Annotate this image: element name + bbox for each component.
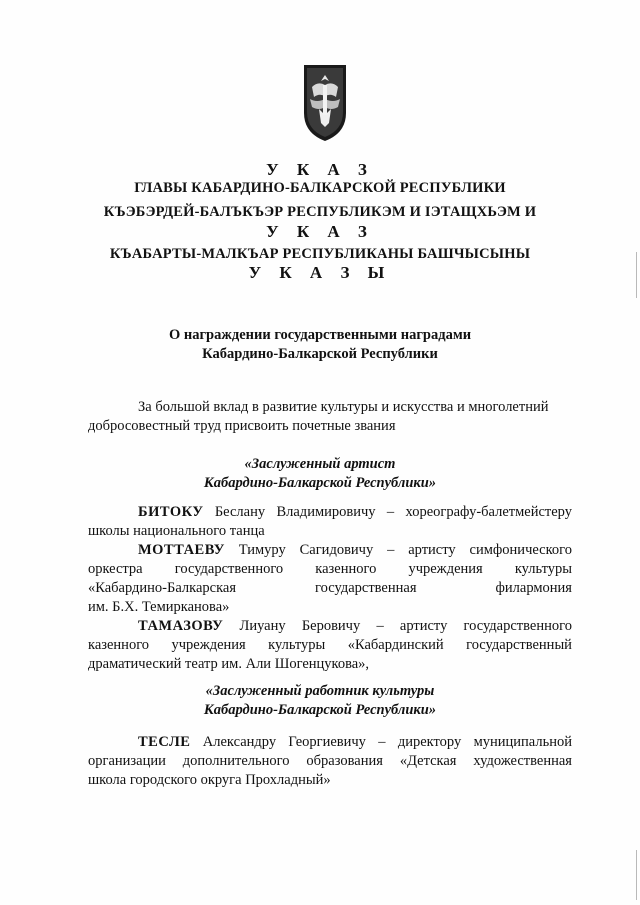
- award-title-line2: Кабардино-Балкарской Республики»: [203, 475, 437, 491]
- award-title-line1: «Заслуженный работник культуры: [205, 683, 435, 699]
- word: «Кабардино-Балкарская: [88, 580, 237, 596]
- word: оркестра: [88, 561, 143, 577]
- awardee-line: [88, 617, 572, 636]
- scan-edge-mark: [636, 252, 637, 298]
- word: –: [378, 734, 386, 750]
- awardee-line: [88, 579, 572, 598]
- word: государственного: [174, 561, 284, 577]
- word: директору: [397, 734, 462, 750]
- header-line-kbd: КЪЭБЭРДЕЙ-БАЛЪКЪЭР РЕСПУБЛИКЭМ И ІЭТАЩХЬЭМ И: [103, 204, 537, 220]
- intro-line2: добросовестный труд присвоить почетные звания: [88, 418, 396, 434]
- word: дополнительного: [182, 753, 290, 769]
- word: артисту: [408, 542, 456, 558]
- intro-line1: За большой вклад в развитие культуры и искусства и многолетний: [138, 399, 549, 415]
- word: Владимировичу: [276, 504, 376, 520]
- word: учреждения: [408, 561, 483, 577]
- header-line-ru: ГЛАВЫ КАБАРДИНО-БАЛКАРСКОЙ РЕСПУБЛИКИ: [134, 180, 506, 196]
- word: хореографу-балетмейстеру: [405, 504, 572, 520]
- scan-edge-mark: [636, 850, 637, 900]
- awardee-line: драматический театр им. Али Шогенцукова»,: [88, 656, 370, 672]
- awardee-line: [88, 503, 572, 522]
- word: культуры: [268, 637, 326, 653]
- word: филармония: [495, 580, 572, 596]
- award-title-honored-culture-worker: [0, 682, 640, 720]
- word: Александру: [202, 734, 277, 750]
- awardee-tamazov: [88, 617, 572, 674]
- word: –: [376, 618, 384, 634]
- awardee-line: [88, 560, 572, 579]
- decree-heading-ru: У К А З: [266, 160, 374, 179]
- document-title-line1: О награждении государственными наградами: [168, 327, 472, 343]
- document-title-line2: Кабардино-Балкарской Республики: [202, 346, 438, 362]
- word: Лиуану: [239, 618, 286, 634]
- awardee-surname: ТЕСЛЕ: [138, 734, 191, 750]
- word: государственного: [463, 618, 572, 634]
- word: симфонического: [469, 542, 572, 558]
- word: государственная: [315, 580, 417, 596]
- awardee-surname: МОТТАЕВУ: [138, 542, 225, 558]
- awardee-bitoku: [88, 503, 572, 541]
- award-title-line1: «Заслуженный артист: [244, 456, 396, 472]
- decree-heading-krc: У К А З Ы: [248, 263, 392, 282]
- word: Георгиевичу: [288, 734, 366, 750]
- coat-of-arms-icon: [302, 63, 348, 143]
- word: образования: [306, 753, 383, 769]
- awardee-line: [88, 752, 572, 771]
- word: организации: [88, 753, 166, 769]
- word: артисту: [399, 618, 448, 634]
- word: «Детская: [399, 753, 457, 769]
- word: учреждения: [171, 637, 246, 653]
- awardee-mottaev: [88, 541, 572, 617]
- decree-heading-kbd: У К А З: [266, 222, 374, 241]
- intro-paragraph: [88, 398, 572, 436]
- word: художественная: [473, 753, 572, 769]
- awardee-line: [88, 541, 572, 560]
- awardee-line: [88, 636, 572, 655]
- awardee-line: [88, 733, 572, 752]
- word: муниципальной: [473, 734, 572, 750]
- word: государственный: [466, 637, 572, 653]
- awardee-line: школа городского округа Прохладный»: [88, 772, 331, 788]
- award-title-honored-artist: [0, 455, 640, 493]
- word: Беслану: [214, 504, 266, 520]
- word: Беровичу: [301, 618, 361, 634]
- awardee-tesle: [88, 733, 572, 790]
- word: культуры: [514, 561, 572, 577]
- word: казенного: [315, 561, 377, 577]
- word: Сагидовичу: [299, 542, 374, 558]
- word: Тимуру: [238, 542, 286, 558]
- word: –: [386, 504, 395, 520]
- header-line-krc: КЪАБАРТЫ-МАЛКЪАР РЕСПУБЛИКАНЫ БАШЧЫСЫНЫ: [109, 246, 531, 262]
- word: –: [387, 542, 395, 558]
- awardee-line: школы национального танца: [88, 523, 265, 539]
- award-title-line2: Кабардино-Балкарской Республики»: [203, 702, 437, 718]
- awardee-surname: ТАМАЗОВУ: [138, 618, 224, 634]
- awardee-line: им. Б.Х. Темирканова»: [88, 599, 230, 615]
- word: «Кабардинский: [347, 637, 444, 653]
- awardee-surname: БИТОКУ: [138, 504, 204, 520]
- word: казенного: [88, 637, 150, 653]
